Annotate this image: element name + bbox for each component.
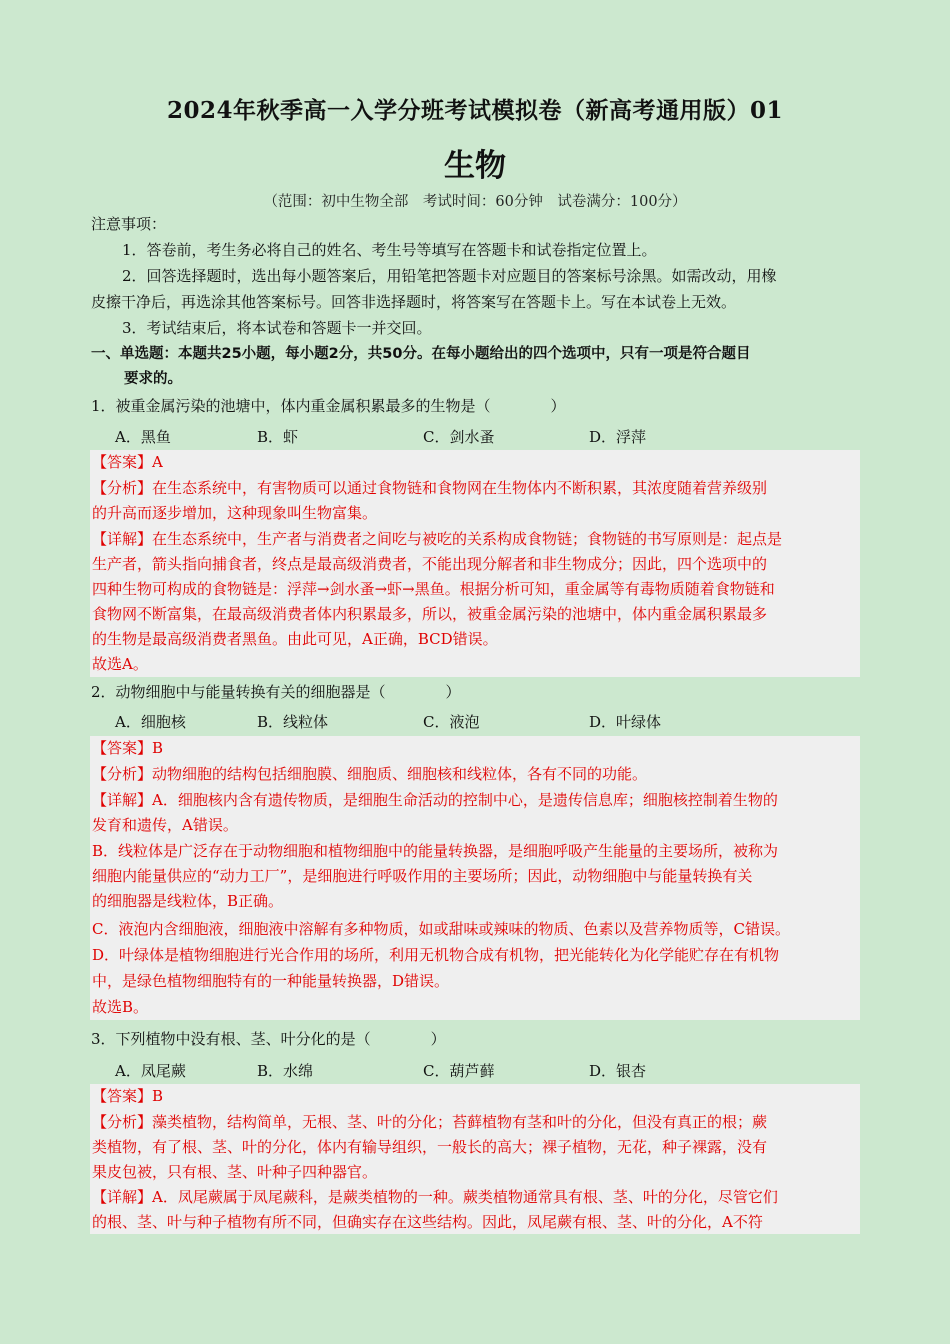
question-1-detail-line-4: 食物网不断富集，在最高级消费者体内积累最多，所以，被重金属污染的池塘中，体内重金属积累最多 (92, 605, 768, 623)
question-3-options (91, 1060, 861, 1084)
question-2-detail-line-3: B．线粒体是广泛存在于动物细胞和植物细胞中的能量转换器，是细胞呼吸产生能量的主要场所，被称为 (92, 842, 779, 860)
question-1-analysis-cont: 的升高而逐步增加，这种现象叫生物富集。 (92, 504, 378, 522)
question-1-answer: 【答案】A (92, 453, 163, 471)
question-1-analysis: 【分析】在生态系统中，有害物质可以通过食物链和食物网在生物体内不断积累，其浓度随着营养级别 (92, 479, 768, 497)
question-3-answer-box (90, 1084, 860, 1234)
question-3-option-c[interactable]: C．葫芦藓 (423, 1062, 495, 1080)
question-2-analysis: 【分析】动物细胞的结构包括细胞膜、细胞质、细胞核和线粒体，各有不同的功能。 (92, 765, 648, 783)
question-3-option-d[interactable]: D．银杏 (589, 1062, 647, 1080)
question-2-detail-line-7: D．叶绿体是植物细胞进行光合作用的场所，利用无机物合成有机物，把光能转化为化学能贮存在有机物 (92, 946, 780, 964)
question-3-analysis-line-2: 类植物，有了根、茎、叶的分化，体内有输导组织，一般长的高大；裸子植物，无花，种子裸露，没有 (92, 1138, 768, 1156)
question-2-detail-line-6: C．液泡内含细胞液，细胞液中溶解有多种物质，如或甜味或辣味的物质、色素以及营养物质等，C错误。 (92, 920, 790, 938)
question-2-detail-line-4: 细胞内能量供应的“动力工厂”，是细胞进行呼吸作用的主要场所；因此，动物细胞中与能量转换有关 (92, 867, 753, 885)
question-3-option-b[interactable]: B．水绵 (257, 1062, 314, 1080)
question-2-option-c[interactable]: C．液泡 (423, 713, 480, 731)
question-3-detail: 【详解】A．凤尾蕨属于凤尾蕨科，是蕨类植物的一种。蕨类植物通常具有根、茎、叶的分化，尽管它们 (92, 1188, 778, 1206)
question-1-detail: 【详解】在生态系统中，生产者与消费者之间吃与被吃的关系构成食物链；食物链的书写原则是：起点是 (92, 530, 783, 548)
question-2-option-b[interactable]: B．线粒体 (257, 713, 329, 731)
question-3-answer: 【答案】B (92, 1087, 164, 1105)
exam-title: 2024年秋季高一入学分班考试模拟卷（新高考通用版）01 (166, 97, 784, 124)
notes-heading: 注意事项： (91, 215, 167, 233)
question-1-conclusion: 故选A。 (92, 655, 148, 673)
emphasis-mark: 没有 · · (191, 1030, 221, 1048)
question-2-detail-line-2: 发育和遗传，A错误。 (92, 816, 238, 834)
question-1-answer-box (90, 450, 860, 677)
question-1-detail-line-5: 的生物是最高级消费者黑鱼。由此可见，A正确，BCD错误。 (92, 630, 498, 648)
question-1-option-b[interactable]: B．虾 (257, 428, 299, 446)
question-3-analysis: 【分析】藻类植物，结构简单，无根、茎、叶的分化；苔藓植物有茎和叶的分化，但没有真正的根；蕨 (92, 1113, 768, 1131)
exam-scope: （范围：初中生物全部 考试时间：60分钟 试卷满分：100分） (263, 194, 687, 210)
question-3-analysis-line-3: 果皮包被，只有根、茎、叶种子四种器官。 (92, 1163, 378, 1181)
note-item-1: 1．答卷前，考生务必将自己的姓名、考生号等填写在答题卡和试卷指定位置上。 (122, 241, 657, 259)
question-2-option-d[interactable]: D．叶绿体 (589, 713, 662, 731)
question-3-stem: 3．下列植物中没有 · ·根、茎、叶分化的是（ ） (91, 1027, 446, 1052)
note-item-3: 3．考试结束后，将本试卷和答题卡一并交回。 (122, 319, 432, 337)
question-2-conclusion: 故选B。 (92, 998, 149, 1016)
note-item-2-line-2: 皮擦干净后，再选涂其他答案标号。回答非选择题时，将答案写在答题卡上。写在本试卷上无效。 (91, 293, 737, 311)
question-2-answer-box (90, 736, 860, 1020)
question-2-detail-line-5: 的细胞器是线粒体，B正确。 (92, 892, 284, 910)
section-heading-line-1: 一、单选题：本题共25小题，每小题2分，共50分。在每小题给出的四个选项中，只有一项是符合题目 (91, 346, 751, 362)
question-1-detail-line-3: 四种生物可构成的食物链是：浮萍→剑水蚤→虾→黑鱼。根据分析可知，重金属等有毒物质随着食物链和 (92, 580, 775, 598)
section-heading-line-2: 要求的。 (124, 371, 182, 387)
question-2-stem: 2．动物细胞中与能量转换有关的细胞器是（ ） (91, 683, 461, 701)
question-1-option-d[interactable]: D．浮萍 (589, 428, 647, 446)
question-1-stem: 1．被重金属污染的池塘中，体内重金属积累最多的生物是（ ） (91, 397, 566, 415)
question-1-detail-line-2: 生产者，箭头指向捕食者，终点是最高级消费者，不能出现分解者和非生物成分；因此，四个选项中的 (92, 555, 768, 573)
question-2-detail-line-8: 中，是绿色植物细胞特有的一种能量转换器，D错误。 (92, 972, 450, 990)
question-1-options (91, 426, 861, 450)
subject-title: 生物 (444, 148, 506, 184)
question-2-answer: 【答案】B (92, 739, 164, 757)
note-item-2-line-1: 2．回答选择题时，选出每小题答案后，用铅笔把答题卡对应题目的答案标号涂黑。如需改动，用橡 (122, 267, 777, 285)
question-1-option-a[interactable]: A．黑鱼 (115, 428, 171, 446)
question-2-option-a[interactable]: A．细胞核 (115, 713, 186, 731)
question-3-detail-line-2: 的根、茎、叶与种子植物有所不同，但确实存在这些结构。因此，凤尾蕨有根、茎、叶的分化，A不符 (92, 1213, 763, 1231)
question-3-option-a[interactable]: A．凤尾蕨 (115, 1062, 186, 1080)
question-2-detail: 【详解】A．细胞核内含有遗传物质，是细胞生命活动的控制中心，是遗传信息库；细胞核控制着生物的 (92, 791, 778, 809)
question-2-options (91, 711, 861, 735)
question-1-option-c[interactable]: C．剑水蚤 (423, 428, 495, 446)
